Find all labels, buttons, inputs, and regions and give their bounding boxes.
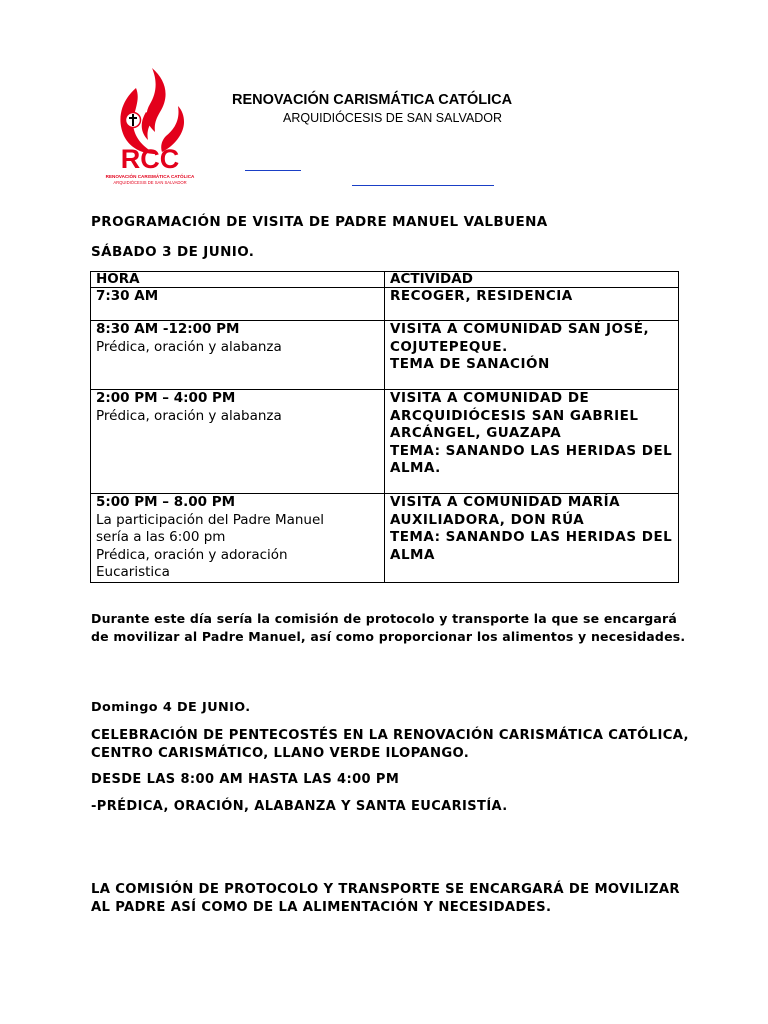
hora-time: 8:30 AM -12:00 PM	[96, 321, 240, 337]
hora-detail: Prédica, oración y adoración	[96, 546, 288, 563]
actividad-line: ALMA.	[390, 460, 441, 476]
actividad-cell	[385, 390, 679, 494]
cross-icon	[126, 113, 141, 128]
actividad-cell	[385, 288, 679, 321]
organization-title: RENOVACIÓN CARISMÁTICA CATÓLICA	[232, 92, 513, 108]
logo-acronym: RCC	[120, 144, 180, 174]
logo-tagline: RENOVACIÓN CARISMÁTICA CATÓLICA	[105, 174, 195, 179]
hora-time: 7:30 AM	[96, 288, 159, 304]
hora-detail: La participación del Padre Manuel	[96, 511, 325, 528]
hora-detail: Prédica, oración y alabanza	[96, 407, 282, 424]
actividad-line: ARCÁNGEL, GUAZAPA	[390, 425, 562, 441]
header-underline-short	[245, 170, 301, 171]
hora-cell	[91, 321, 385, 390]
actividad-line: VISITA A COMUNIDAD DE	[390, 390, 590, 406]
table-row	[91, 494, 679, 583]
dia2-nota: LA COMISIÓN DE PROTOCOLO Y TRANSPORTE SE ENCARGARÁ DE MOVILIZAR AL PADRE ASÍ COMO DE LA ALIMENTACIÓN Y NECESIDADES.	[91, 882, 680, 915]
logo-subtagline: ARQUIDIÓCESIS DE SAN SALVADOR	[113, 180, 187, 185]
hora-detail: Eucaristica	[96, 564, 170, 580]
dia2-horario: DESDE LAS 8:00 AM HASTA LAS 4:00 PM	[91, 772, 400, 787]
header-underline-long	[352, 185, 494, 186]
actividad-line: COJUTEPEQUE.	[390, 338, 508, 355]
actividad-line: TEMA: SANANDO LAS HERIDAS DEL	[390, 529, 673, 545]
column-header-hora: HORA	[91, 272, 385, 288]
schedule-table	[90, 271, 679, 583]
dia2-actividades: -PRÉDICA, ORACIÓN, ALABANZA Y SANTA EUCARISTÍA.	[91, 799, 508, 814]
flame-icon	[120, 68, 184, 154]
actividad-line: AUXILIADORA, DON RÚA	[390, 511, 585, 528]
actividad-line: VISITA A COMUNIDAD SAN JOSÉ,	[390, 321, 650, 337]
actividad-line: RECOGER, RESIDENCIA	[390, 288, 573, 304]
hora-time: 5:00 PM – 8.00 PM	[96, 494, 236, 510]
actividad-line: VISITA A COMUNIDAD MARÍA	[390, 494, 621, 510]
actividad-line: ARCQUIDIÓCESIS SAN GABRIEL	[390, 407, 639, 424]
hora-detail: sería a las 6:00 pm	[96, 529, 226, 545]
hora-detail: Prédica, oración y alabanza	[96, 338, 282, 355]
table-header-row	[91, 272, 679, 288]
table-row	[91, 288, 679, 321]
actividad-line: ALMA	[390, 546, 435, 563]
actividad-cell	[385, 321, 679, 390]
dia1-label: SÁBADO 3 DE JUNIO.	[91, 244, 255, 260]
column-header-actividad: ACTIVIDAD	[385, 272, 679, 288]
table-row	[91, 390, 679, 494]
actividad-cell	[385, 494, 679, 583]
hora-time: 2:00 PM – 4:00 PM	[96, 390, 236, 406]
dia1-nota: Durante este día sería la comisión de protocolo y transporte la que se encargará de movilizar al Padre Manuel, así como proporcionar los alimentos y necesidades.	[91, 611, 686, 644]
dia2-label: Domingo 4 DE JUNIO.	[91, 700, 251, 715]
organization-subtitle: ARQUIDIÓCESIS DE SAN SALVADOR	[283, 111, 503, 125]
hora-cell	[91, 288, 385, 321]
hora-cell	[91, 390, 385, 494]
rcc-logo	[100, 66, 200, 188]
programa-title: PROGRAMACIÓN DE VISITA DE PADRE MANUEL VALBUENA	[91, 214, 548, 230]
actividad-line: TEMA DE SANACIÓN	[390, 356, 550, 372]
dia2-celebracion: CELEBRACIÓN DE PENTECOSTÉS EN LA RENOVACIÓN CARISMÁTICA CATÓLICA, CENTRO CARISMÁTICO, LLANO VERDE ILOPANGO.	[91, 728, 689, 761]
actividad-line: TEMA: SANANDO LAS HERIDAS DEL	[390, 442, 673, 459]
hora-cell	[91, 494, 385, 583]
table-row	[91, 321, 679, 390]
